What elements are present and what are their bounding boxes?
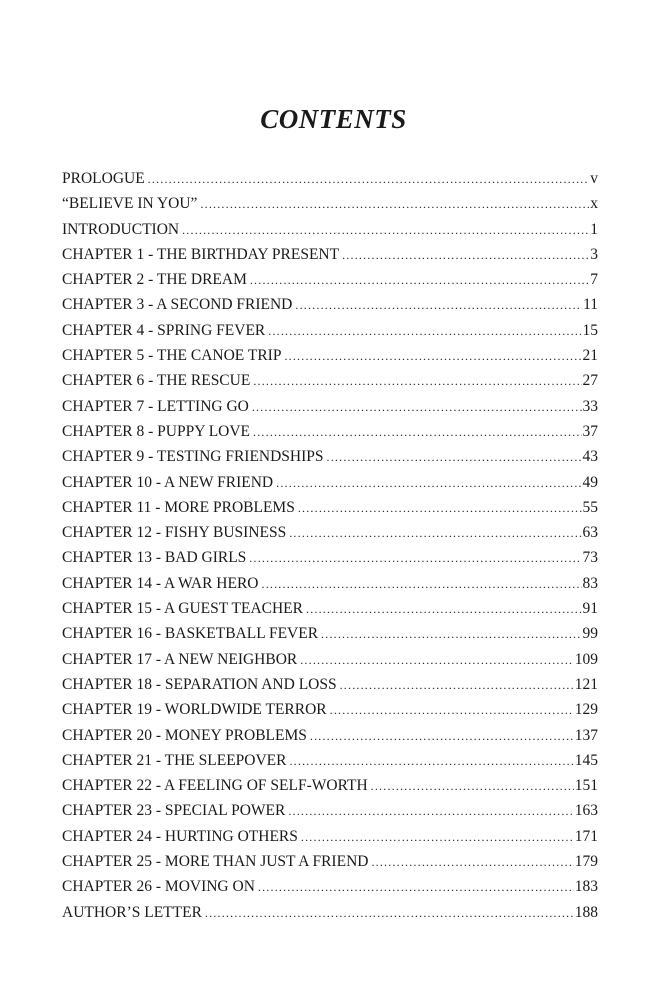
toc-entry-label: CHAPTER 9 - TESTING FRIENDSHIPS [62, 448, 324, 466]
toc-entry-page-number: 91 [582, 600, 598, 618]
toc-entry [62, 651, 598, 676]
toc-entry [62, 625, 598, 650]
toc-dot-leader [340, 678, 574, 693]
toc-entry-page-number: 171 [574, 827, 598, 845]
toc-entry-label: CHAPTER 8 - PUPPY LOVE [62, 422, 251, 440]
toc-dot-leader [252, 400, 582, 415]
toc-entry-page-number: 145 [574, 751, 598, 769]
toc-dot-leader [253, 374, 581, 389]
toc-dot-leader [330, 703, 574, 718]
toc-dot-leader [253, 425, 581, 440]
toc-dot-leader [295, 298, 582, 313]
toc-entry-page-number: 7 [590, 271, 598, 289]
toc-entry-label: CHAPTER 26 - MOVING ON [62, 878, 255, 896]
toc-dot-leader [289, 754, 573, 769]
toc-entry [62, 904, 598, 929]
toc-entry-label: CHAPTER 11 - MORE PROBLEMS [62, 498, 295, 516]
toc-dot-leader [321, 627, 581, 642]
toc-entry-page-number: 49 [582, 473, 598, 491]
toc-entry [62, 448, 598, 473]
toc-entry [62, 398, 598, 423]
toc-entry-page-number: 183 [574, 878, 598, 896]
toc-dot-leader [300, 653, 574, 668]
toc-entry [62, 600, 598, 625]
toc-entry-label: CHAPTER 16 - BASKETBALL FEVER [62, 625, 319, 643]
toc-entry-page-number: 37 [582, 422, 598, 440]
toc-dot-leader [371, 779, 574, 794]
toc-entry-label: CHAPTER 21 - THE SLEEPOVER [62, 751, 287, 769]
toc-entry-page-number: 179 [574, 853, 598, 871]
toc-entry-label: AUTHOR’S LETTER [62, 903, 202, 921]
toc-entry-label: CHAPTER 17 - A NEW NEIGHBOR [62, 650, 298, 668]
toc-entry-page-number: 27 [582, 372, 598, 390]
toc-dot-leader [148, 172, 590, 187]
toc-entry-label: CHAPTER 10 - A NEW FRIEND [62, 473, 274, 491]
toc-dot-leader [327, 450, 582, 465]
toc-entry [62, 701, 598, 726]
toc-entry [62, 271, 598, 296]
toc-entry [62, 170, 598, 195]
toc-entry-label: CHAPTER 12 - FISHY BUSINESS [62, 524, 287, 542]
toc-entry-page-number: 188 [574, 903, 598, 921]
toc-entry-page-number: 163 [574, 802, 598, 820]
toc-entry-page-number: 11 [583, 296, 598, 314]
toc-entry-label: CHAPTER 2 - THE DREAM [62, 271, 247, 289]
toc-entry [62, 752, 598, 777]
toc-entry-label: CHAPTER 5 - THE CANOE TRIP [62, 347, 282, 365]
toc-dot-leader [371, 855, 573, 870]
toc-entry-page-number: 33 [582, 397, 598, 415]
table-of-contents [62, 170, 598, 929]
toc-dot-leader [298, 501, 582, 516]
toc-entry [62, 878, 598, 903]
toc-entry-label: CHAPTER 19 - WORLDWIDE TERROR [62, 701, 327, 719]
toc-entry-page-number: 55 [582, 498, 598, 516]
toc-entry [62, 474, 598, 499]
toc-entry [62, 347, 598, 372]
toc-entry-page-number: 21 [582, 347, 598, 365]
toc-entry [62, 777, 598, 802]
toc-entry-label: CHAPTER 23 - SPECIAL POWER [62, 802, 286, 820]
toc-entry-page-number: 3 [590, 245, 598, 263]
toc-entry-page-number: 99 [582, 625, 598, 643]
toc-dot-leader [301, 830, 574, 845]
toc-dot-leader [250, 273, 589, 288]
toc-entry-page-number: 151 [574, 777, 598, 795]
toc-entry-label: CHAPTER 24 - HURTING OTHERS [62, 827, 298, 845]
toc-entry [62, 246, 598, 271]
toc-entry-page-number: 83 [582, 574, 598, 592]
toc-entry [62, 296, 598, 321]
toc-entry-label: CHAPTER 4 - SPRING FEVER [62, 321, 266, 339]
toc-entry [62, 221, 598, 246]
toc-entry [62, 853, 598, 878]
toc-dot-leader [268, 324, 581, 339]
toc-dot-leader [249, 551, 581, 566]
toc-entry-label: CHAPTER 14 - A WAR HERO [62, 574, 259, 592]
toc-entry [62, 676, 598, 701]
toc-entry-page-number: 129 [574, 701, 598, 719]
toc-dot-leader [262, 577, 582, 592]
toc-entry [62, 828, 598, 853]
toc-dot-leader [276, 476, 581, 491]
toc-dot-leader [342, 248, 589, 263]
toc-entry-page-number: x [590, 195, 598, 213]
toc-entry [62, 802, 598, 827]
toc-entry-page-number: 43 [582, 448, 598, 466]
toc-entry [62, 423, 598, 448]
toc-entry-page-number: 109 [574, 650, 598, 668]
toc-entry-label: CHAPTER 15 - A GUEST TEACHER [62, 600, 303, 618]
toc-entry [62, 195, 598, 220]
toc-entry [62, 524, 598, 549]
toc-dot-leader [288, 804, 573, 819]
toc-dot-leader [182, 223, 589, 238]
toc-entry-label: CHAPTER 13 - BAD GIRLS [62, 549, 247, 567]
toc-entry-label: CHAPTER 18 - SEPARATION AND LOSS [62, 675, 337, 693]
toc-entry-label: “BELIEVE IN YOU” [62, 195, 198, 213]
toc-entry-page-number: 137 [574, 726, 598, 744]
toc-dot-leader [289, 526, 581, 541]
toc-entry-page-number: 1 [590, 220, 598, 238]
toc-entry-page-number: 15 [582, 321, 598, 339]
toc-dot-leader [200, 197, 589, 212]
toc-entry-label: INTRODUCTION [62, 220, 180, 238]
toc-dot-leader [258, 880, 574, 895]
toc-entry-label: CHAPTER 20 - MONEY PROBLEMS [62, 726, 307, 744]
toc-entry-page-number: 63 [582, 524, 598, 542]
toc-entry-label: CHAPTER 25 - MORE THAN JUST A FRIEND [62, 853, 369, 871]
toc-entry [62, 549, 598, 574]
toc-dot-leader [310, 729, 574, 744]
toc-dot-leader [284, 349, 581, 364]
toc-entry [62, 322, 598, 347]
toc-entry-label: PROLOGUE [62, 170, 145, 187]
page-title: CONTENTS [260, 104, 407, 134]
toc-entry-page-number: v [590, 170, 598, 187]
toc-entry [62, 372, 598, 397]
toc-entry [62, 727, 598, 752]
toc-dot-leader [205, 906, 574, 921]
toc-entry-label: CHAPTER 1 - THE BIRTHDAY PRESENT [62, 245, 340, 263]
toc-entry-label: CHAPTER 3 - A SECOND FRIEND [62, 296, 293, 314]
toc-entry-label: CHAPTER 7 - LETTING GO [62, 397, 249, 415]
toc-entry [62, 499, 598, 524]
toc-entry-label: CHAPTER 22 - A FEELING OF SELF-WORTH [62, 777, 368, 795]
toc-entry-page-number: 121 [574, 675, 598, 693]
toc-entry-label: CHAPTER 6 - THE RESCUE [62, 372, 251, 390]
toc-entry [62, 575, 598, 600]
toc-dot-leader [306, 602, 582, 617]
toc-entry-page-number: 73 [582, 549, 598, 567]
